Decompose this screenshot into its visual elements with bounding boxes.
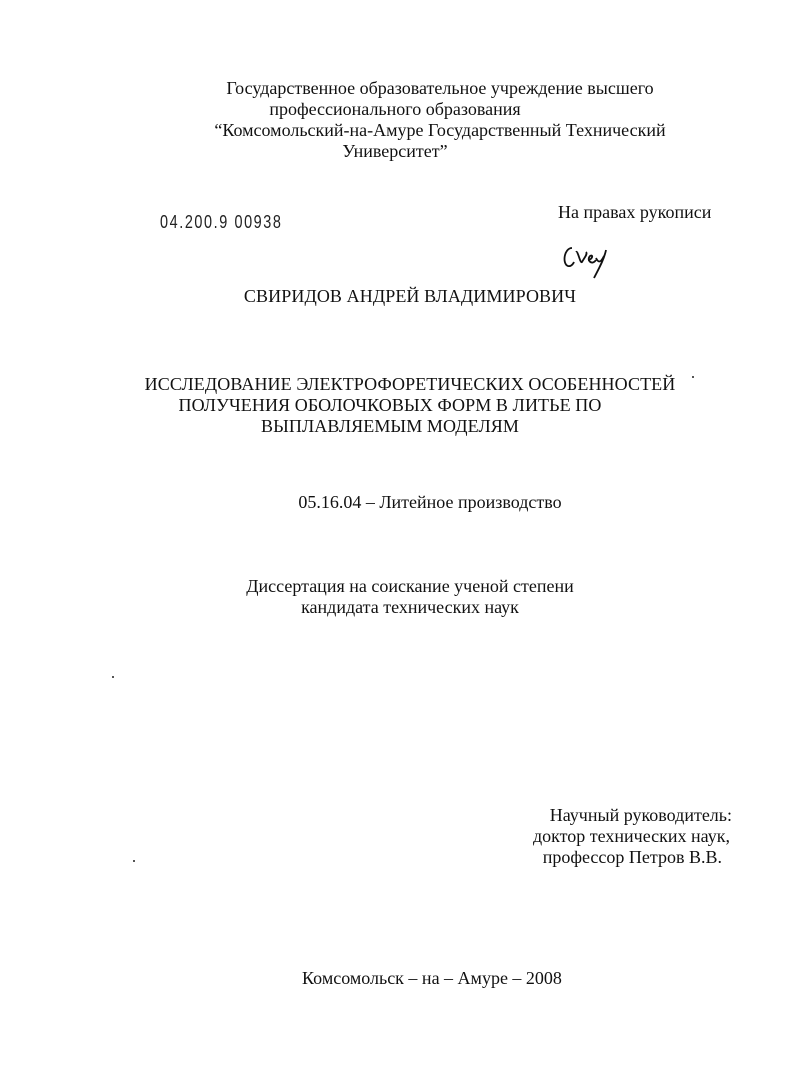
scan-speck [112,676,114,678]
supervisor-line: Научный руководитель: [549,805,732,825]
institution-line: Государственное образовательное учреждение высшего [226,78,654,98]
institution-line: “Комсомольский-на-Амуре Государственный Технический [214,120,666,140]
footer-city-year: Комсомольск – на – Амуре – 2008 [302,968,562,988]
scan-speck [133,860,135,862]
title-line: ВЫПЛАВЛЯЕМЫМ МОДЕЛЯМ [260,416,519,436]
specialty: 05.16.04 – Литейное производство [298,492,562,512]
degree-line: Диссертация на соискание ученой степени [246,576,574,596]
author-name: СВИРИДОВ АНДРЕЙ ВЛАДИМИРОВИЧ [243,286,577,306]
dissertation-title [140,374,680,437]
institution-header [180,78,700,162]
institution-line: Университет” [342,141,448,161]
scan-speck [692,376,694,378]
title-line: ПОЛУЧЕНИЯ ОБОЛОЧКОВЫХ ФОРМ В ЛИТЬЕ ПО [178,395,602,415]
registration-stamp: 04.200.9 00938 [160,212,283,232]
supervisor-line: доктор технических наук, [533,826,730,846]
title-line: ИССЛЕДОВАНИЕ ЭЛЕКТРОФОРЕТИЧЕСКИХ ОСОБЕННОСТЕЙ [144,374,676,394]
supervisor [420,805,732,868]
degree [230,576,590,618]
institution-line: профессионального образования [269,99,521,119]
degree-line: кандидата технических наук [301,597,519,617]
signature [560,240,620,285]
signature-mark [560,240,620,280]
supervisor-line: профессор Петров В.В. [542,847,722,867]
rights-note: На правах рукописи [558,202,712,222]
